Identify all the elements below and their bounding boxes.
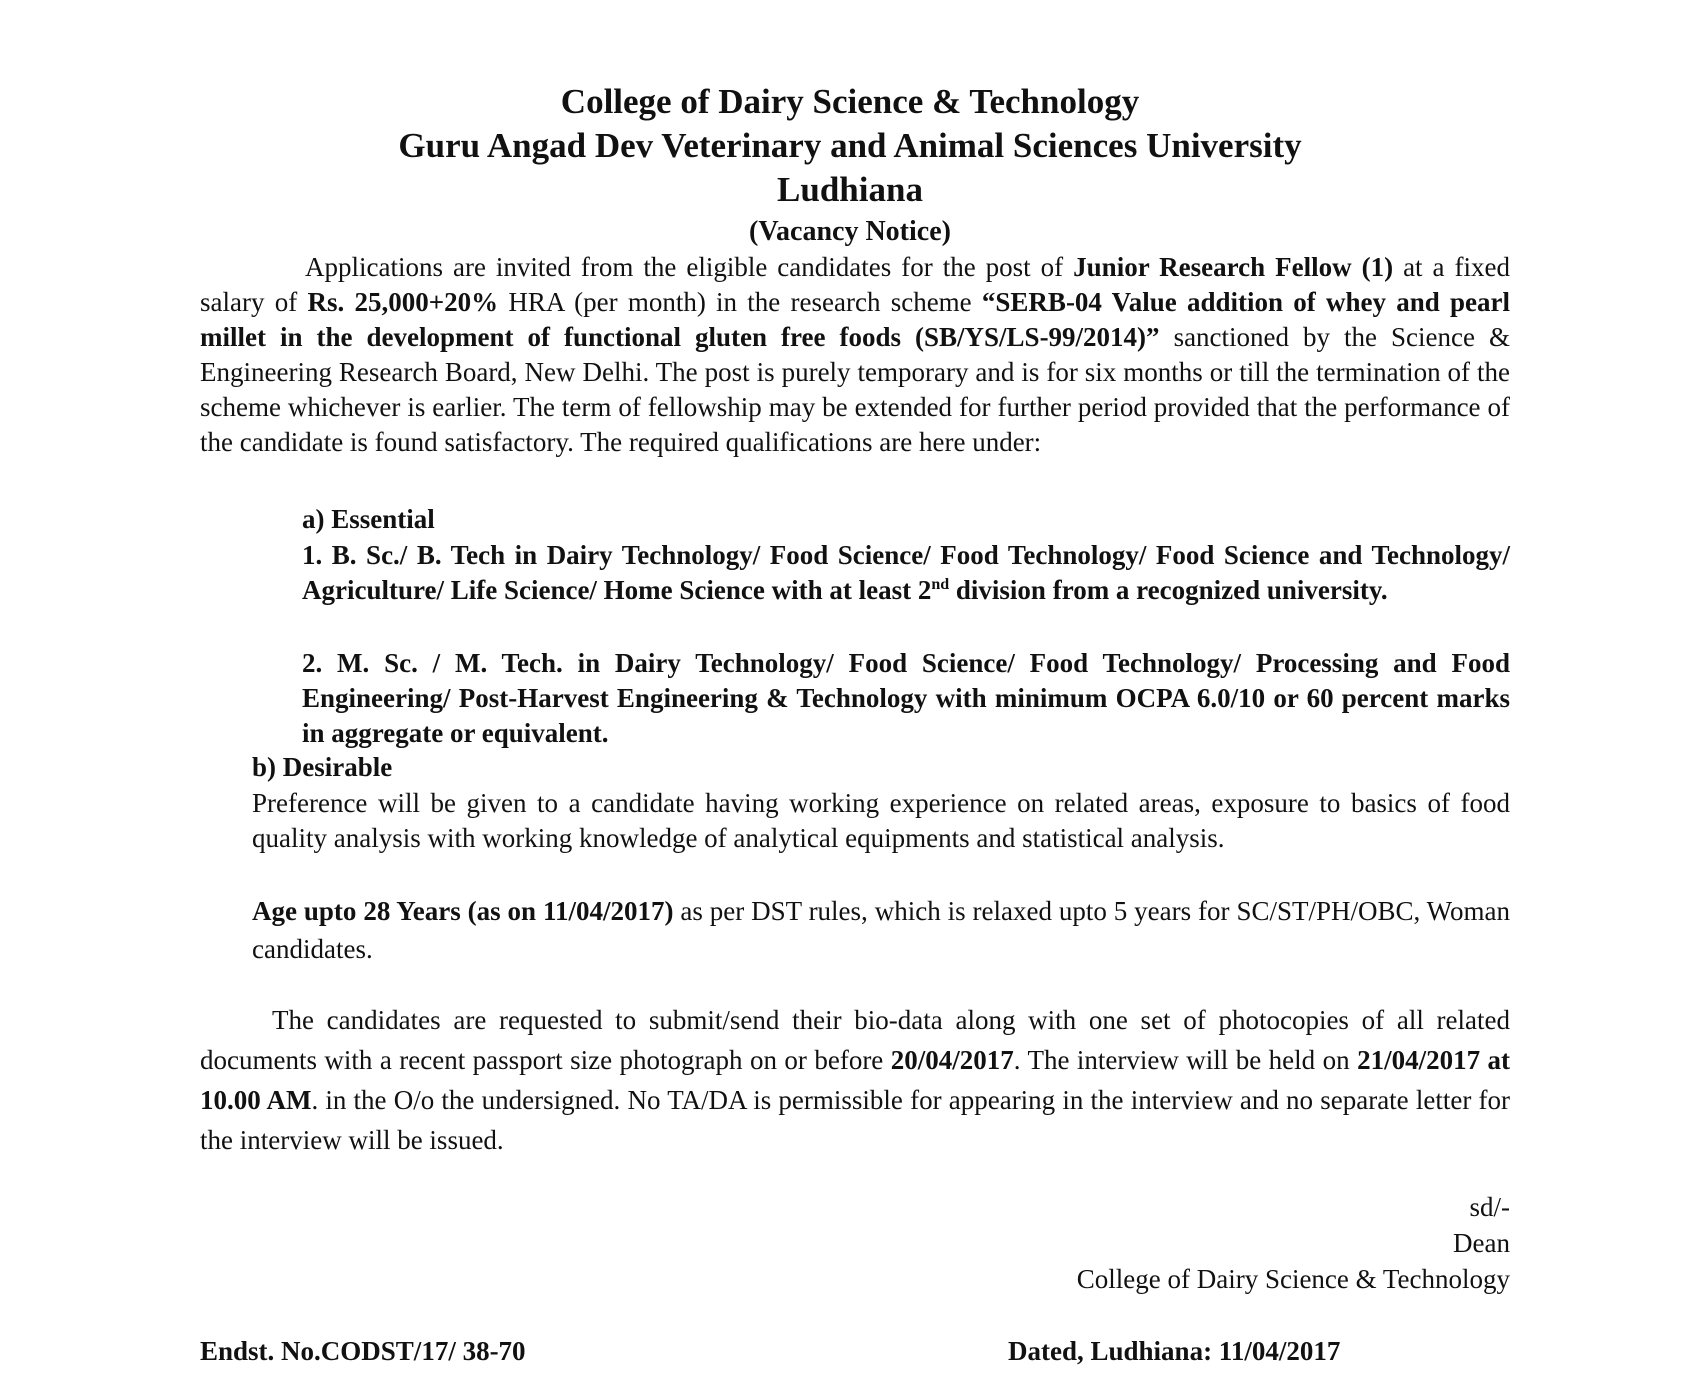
dated-line: Dated, Ludhiana: 11/04/2017 (1008, 1336, 1341, 1366)
desirable-text: Preference will be given to a candidate having working experience on related areas, exposure to basics of food quality analysis with working knowledge of analytical equipments and statistical analysis. (252, 788, 1510, 853)
age-criteria: Age upto 28 Years (as on 11/04/2017) as per DST rules, which is relaxed upto 5 years for SC/ST/PH/OBC, Woman candidates. (252, 896, 1510, 964)
scheme-name: “SERB-04 Value addition of whey and pearl millet in the development of functional gluten free foods (SB/YS/LS-99/2014)” (200, 287, 1510, 352)
notice-title: (Vacancy Notice) (749, 216, 951, 247)
desirable-heading: b) Desirable (252, 752, 393, 782)
university-name: Guru Angad Dev Veterinary and Animal Sciences University (398, 126, 1302, 165)
essential-item-2: 2. M. Sc. / M. Tech. in Dairy Technology/ Food Science/ Food Technology/ Processing and Food Engineering/ Post-Harvest Engineering & Technology with minimum OCPA 6.0/10 or 60 percent marks in aggregate or equivalent. (302, 648, 1510, 748)
college-name: College of Dairy Science & Technology (560, 82, 1140, 121)
intro-paragraph: Applications are invited from the eligible candidates for the post of Junior Research Fellow (1) at a fixed salary of Rs. 25,000+20% HRA (per month) in the research scheme “SERB-04 Value addition of whey and pearl millet in the development of functional gluten free foods (SB/YS/LS-99/2014)” sanctioned by the Science & Engineering Research Board, New Delhi. The post is purely temporary and is for six months or till the termination of the scheme whichever is earlier. The term of fellowship may be extended for further period provided that the performance of the candidate is found satisfactory. The required qualifications are here under: (200, 252, 1510, 457)
deadline-date: 20/04/2017 (890, 1045, 1014, 1075)
salary: Rs. 25,000+20% (307, 287, 509, 317)
essential-item-1: 1. B. Sc./ B. Tech in Dairy Technology/ Food Science/ Food Technology/ Food Science and Technology/ Agriculture/ Life Science/ Home Science with at least 2nd division from a recognized university. (302, 540, 1510, 605)
interview-datetime: 21/04/2017 at 10.00 AM (200, 1045, 1511, 1115)
endorsement-number: Endst. No.CODST/17/ 38-70 (200, 1336, 526, 1366)
essential-heading: a) Essential (302, 504, 435, 534)
submission-paragraph: The candidates are requested to submit/send their bio-data along with one set of photocopies of all related documents with a recent passport size photograph on or before 20/04/2017. The interview will be held on 21/04/2017 at 10.00 AM. in the O/o the undersigned. No TA/DA is permissible for appearing in the interview and no separate letter for the interview will be issued. (200, 1005, 1511, 1155)
signature-title: Dean (1453, 1228, 1510, 1258)
post-name: Junior Research Fellow (1) (1073, 252, 1394, 282)
signature-college: College of Dairy Science & Technology (1076, 1264, 1510, 1294)
signature-sd: sd/- (1469, 1192, 1510, 1222)
city-name: Ludhiana (777, 170, 923, 209)
